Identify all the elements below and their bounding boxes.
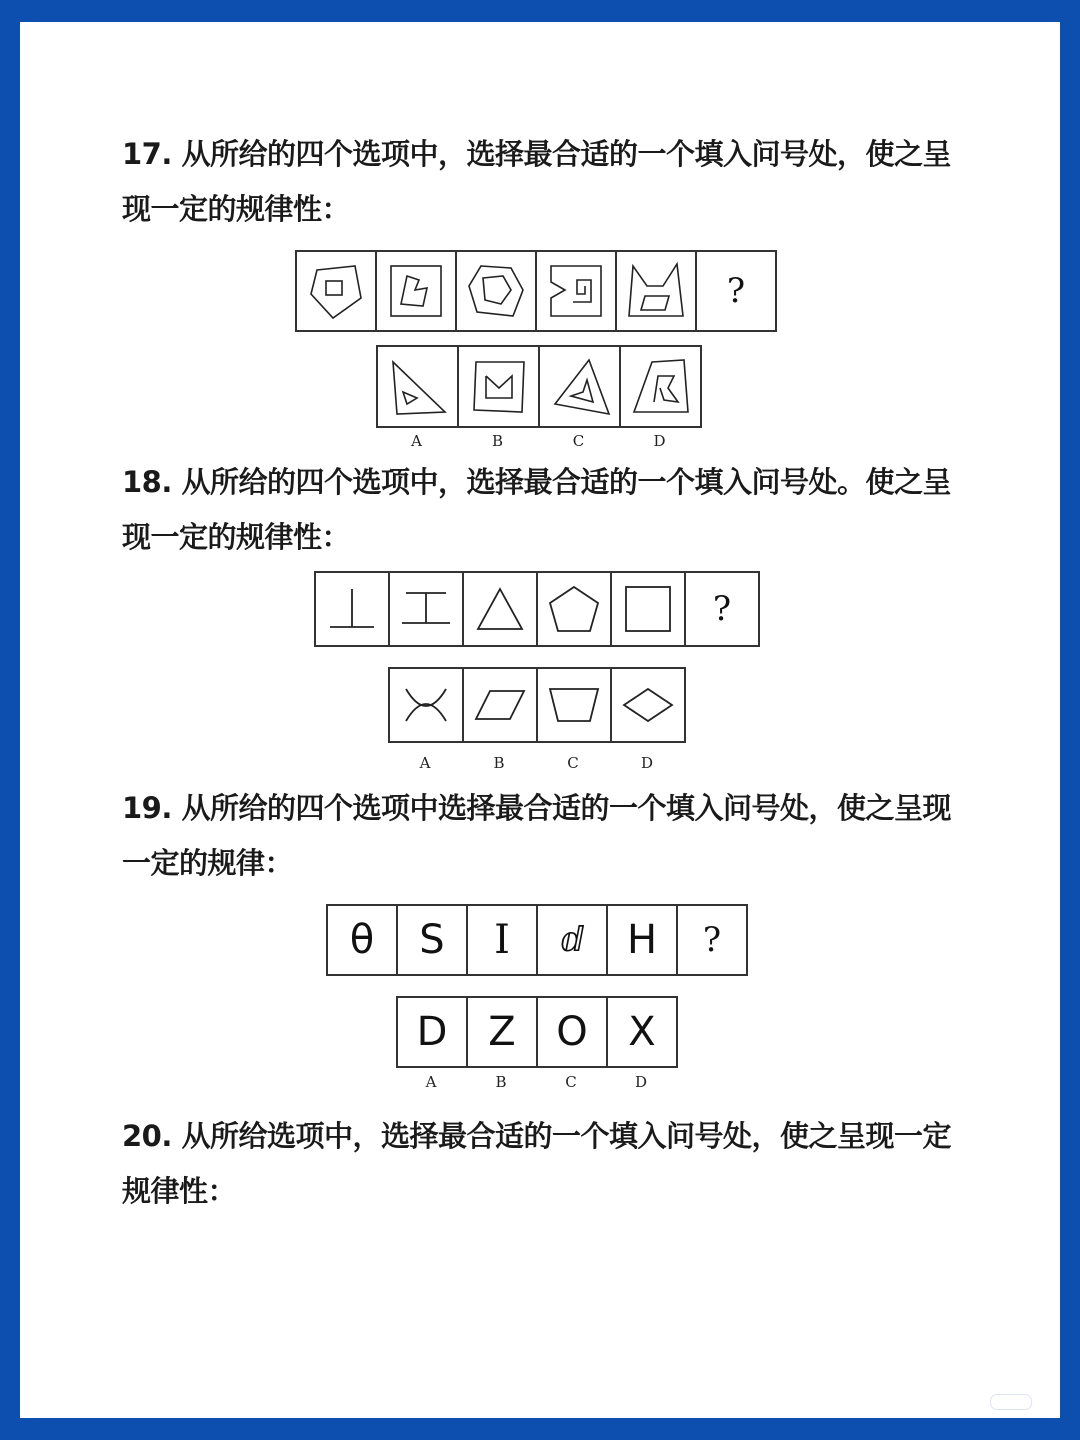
q19-symbol-2	[396, 904, 468, 976]
i-beam-icon	[396, 579, 456, 639]
crossed-curves-icon	[396, 675, 456, 735]
notched-shape-with-spiral-icon	[543, 258, 609, 324]
letter-z: Z	[488, 1009, 516, 1055]
option-label-c: C	[567, 754, 579, 772]
question-17-sequence	[295, 250, 777, 332]
letter-d: D	[416, 1009, 448, 1055]
q17-option-c[interactable]	[538, 345, 621, 428]
curly-symbol: ⅆ	[559, 920, 585, 960]
q17-option-b[interactable]	[457, 345, 540, 428]
triangle-icon	[470, 579, 530, 639]
q19-question-cell	[676, 904, 748, 976]
q17-figure-2	[375, 250, 457, 332]
question-19-text: 19. 从所给的四个选项中选择最合适的一个填入问号处，使之呈现一定的规律：	[122, 791, 951, 880]
option-label-c: C	[572, 432, 585, 450]
q18-figure-2	[388, 571, 464, 647]
worksheet-page	[20, 22, 1060, 1418]
q17-question-cell	[695, 250, 777, 332]
q19-option-a[interactable]	[396, 996, 468, 1068]
pentagon-icon	[544, 579, 604, 639]
option-label-d: D	[634, 1073, 648, 1091]
letter-h: H	[626, 917, 658, 963]
hexagon-with-pentagon-icon	[463, 258, 529, 324]
triangle-with-arrow-icon	[547, 354, 613, 420]
question-18-text: 18. 从所给的四个选项中，选择最合适的一个填入问号处。使之呈现一定的规律性：	[122, 465, 951, 554]
cat-ear-shape-with-parallelogram-icon	[623, 258, 689, 324]
q19-symbol-3	[466, 904, 538, 976]
square-with-m-shape-icon	[466, 354, 532, 420]
letter-s: S	[419, 917, 445, 963]
q17-option-d[interactable]	[619, 345, 702, 428]
option-label-d: D	[653, 432, 666, 450]
q19-symbol-1	[326, 904, 398, 976]
q18-figure-4	[536, 571, 612, 647]
question-19-options	[396, 996, 678, 1068]
question-mark: ?	[726, 271, 746, 311]
diamond-icon	[618, 675, 678, 735]
option-label-b: B	[493, 754, 505, 772]
q17-figure-3	[455, 250, 537, 332]
option-label-a: A	[425, 1073, 437, 1091]
q17-figure-5	[615, 250, 697, 332]
question-18-option-labels	[388, 754, 684, 772]
q19-option-b[interactable]	[466, 996, 538, 1068]
question-18-sequence	[314, 571, 760, 647]
letter-o: O	[556, 1009, 588, 1055]
trapezoid-with-r-shape-icon	[628, 354, 694, 420]
watermark-logo-icon	[990, 1394, 1032, 1410]
square-icon	[618, 579, 678, 639]
q17-figure-1	[295, 250, 377, 332]
q19-option-c[interactable]	[536, 996, 608, 1068]
letter-x: X	[628, 1009, 656, 1055]
q17-option-a[interactable]	[376, 345, 459, 428]
parallelogram-icon	[470, 675, 530, 735]
q18-figure-3	[462, 571, 538, 647]
option-label-b: B	[495, 1073, 507, 1091]
square-with-arrow-shape-icon	[383, 258, 449, 324]
question-17-text: 17. 从所给的四个选项中，选择最合适的一个填入问号处，使之呈现一定的规律性：	[122, 137, 951, 226]
question-18-options	[388, 667, 686, 743]
question-mark: ?	[712, 589, 732, 629]
q18-option-a[interactable]	[388, 667, 464, 743]
q19-option-d[interactable]	[606, 996, 678, 1068]
question-mark: ?	[702, 920, 722, 960]
q18-figure-5	[610, 571, 686, 647]
q19-symbol-5	[606, 904, 678, 976]
question-19-sequence	[326, 904, 748, 976]
q18-option-d[interactable]	[610, 667, 686, 743]
question-19-option-labels	[396, 1073, 676, 1091]
letter-i: I	[494, 917, 510, 963]
option-label-d: D	[640, 754, 654, 772]
q18-option-c[interactable]	[536, 667, 612, 743]
option-label-b: B	[491, 432, 504, 450]
triangle-with-triangle-icon	[385, 354, 451, 420]
q18-question-cell	[684, 571, 760, 647]
q17-figure-4	[535, 250, 617, 332]
inverted-t-icon	[322, 579, 382, 639]
option-label-c: C	[565, 1073, 577, 1091]
question-17-option-labels	[376, 432, 700, 450]
pentagon-with-square-icon	[303, 258, 369, 324]
option-label-a: A	[411, 432, 422, 450]
option-label-a: A	[419, 754, 431, 772]
trapezoid-icon	[544, 675, 604, 735]
theta-symbol: θ	[349, 917, 375, 963]
question-20-text: 20. 从所给选项中，选择最合适的一个填入问号处，使之呈现一定规律性：	[122, 1119, 951, 1208]
q18-option-b[interactable]	[462, 667, 538, 743]
q18-figure-1	[314, 571, 390, 647]
q19-symbol-4	[536, 904, 608, 976]
question-17-options	[376, 345, 702, 428]
